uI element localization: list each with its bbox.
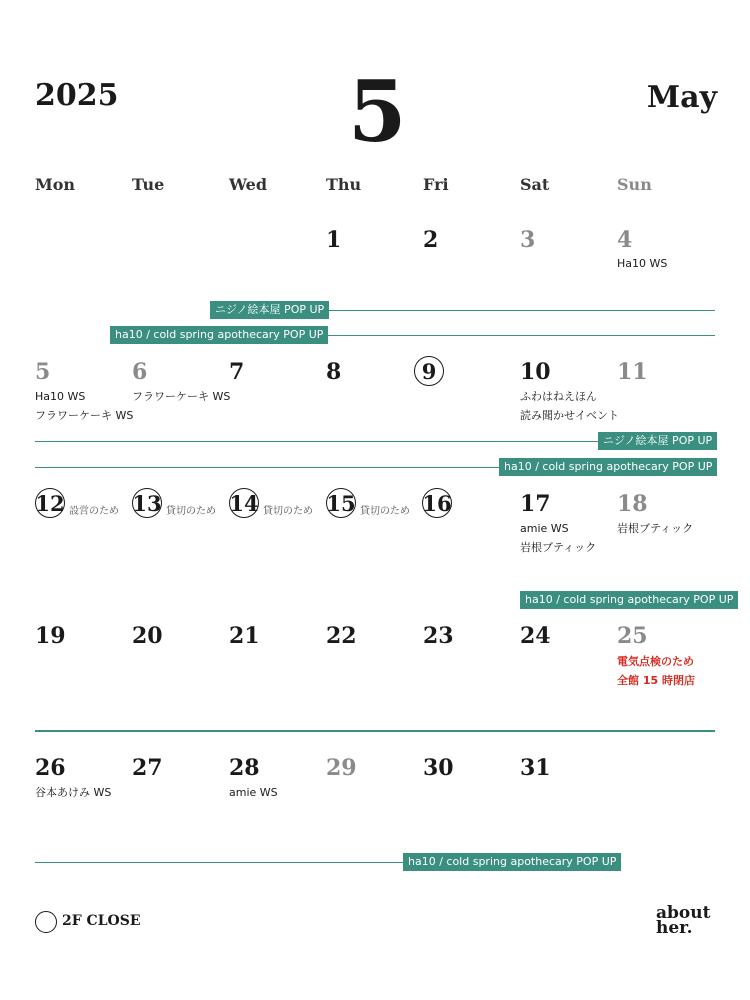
event-d4: Ha10 WS [617,257,668,270]
day-11: 11 [617,359,648,385]
day-27: 27 [132,755,163,781]
event-d17a: amie WS [520,522,569,535]
closure-note-d15: 貸切のため [360,506,410,517]
month-number: 5 [348,62,407,161]
day-19: 19 [35,623,66,649]
day-17: 17 [520,491,551,517]
day-9-closed: 9 [414,356,444,386]
day-6: 6 [132,359,148,385]
event-d5b: フラワーケーキ WS [35,409,134,422]
event-bar-label: ニジノ絵本屋 POP UP [598,432,717,450]
event-bar-label: ha10 / cold spring apothecary POP UP [520,591,738,609]
weekday-fri: Fri [423,175,449,194]
event-d6: フラワーケーキ WS [132,390,231,403]
day-30: 30 [423,755,454,781]
day-5: 5 [35,359,51,385]
event-d28: amie WS [229,786,278,799]
week-divider [35,730,715,732]
weekday-sat: Sat [520,175,550,194]
day-8: 8 [326,359,342,385]
event-d5a: Ha10 WS [35,390,86,403]
event-bar-label: ha10 / cold spring apothecary POP UP [499,458,717,476]
notice-d25a: 電気点検のため [617,655,694,668]
weekday-mon: Mon [35,175,76,194]
day-10: 10 [520,359,551,385]
day-25: 25 [617,623,648,649]
day-14-closed: 14 [229,488,259,518]
day-23: 23 [423,623,454,649]
day-24: 24 [520,623,551,649]
brand-logo: about her. [656,903,711,938]
day-4: 4 [617,227,633,253]
weekday-wed: Wed [229,175,268,194]
event-bar-label: ha10 / cold spring apothecary POP UP [110,326,328,344]
notice-d25b: 全館 15 時閉店 [617,674,695,687]
day-18: 18 [617,491,648,517]
month-name: May [646,80,717,115]
event-bar-line [325,335,715,336]
day-3: 3 [520,227,536,253]
event-d26: 谷本あけみ WS [35,786,112,799]
day-20: 20 [132,623,163,649]
day-29: 29 [326,755,357,781]
year: 2025 [35,78,119,113]
day-31: 31 [520,755,551,781]
day-15-closed: 15 [326,488,356,518]
event-d17b: 岩根ブティック [520,541,597,554]
closure-note-d13: 貸切のため [166,506,216,517]
event-bar-label: ニジノ絵本屋 POP UP [210,301,329,319]
event-d10a: ふわはねえほん [520,390,597,403]
day-26: 26 [35,755,66,781]
day-13-closed: 13 [132,488,162,518]
event-bar-line [325,310,715,311]
event-bar-line [35,862,405,863]
day-12-closed: 12 [35,488,65,518]
day-21: 21 [229,623,260,649]
event-bar-label: ha10 / cold spring apothecary POP UP [403,853,621,871]
closure-note-d12: 設営のため [69,506,119,517]
weekday-thu: Thu [326,175,362,194]
legend-label: 2F CLOSE [62,913,141,929]
event-bar-line [35,467,500,468]
weekday-sun: Sun [617,175,652,194]
closed-circle-icon [35,911,57,933]
day-28: 28 [229,755,260,781]
event-d10b: 読み聞かせイベント [520,409,619,422]
closure-note-d14: 貸切のため [263,506,313,517]
day-7: 7 [229,359,245,385]
day-2: 2 [423,227,439,253]
event-bar-line [35,441,600,442]
weekday-tue: Tue [132,175,165,194]
day-16-closed: 16 [422,488,452,518]
day-22: 22 [326,623,357,649]
event-d18: 岩根ブティック [617,522,694,535]
day-1: 1 [326,227,342,253]
